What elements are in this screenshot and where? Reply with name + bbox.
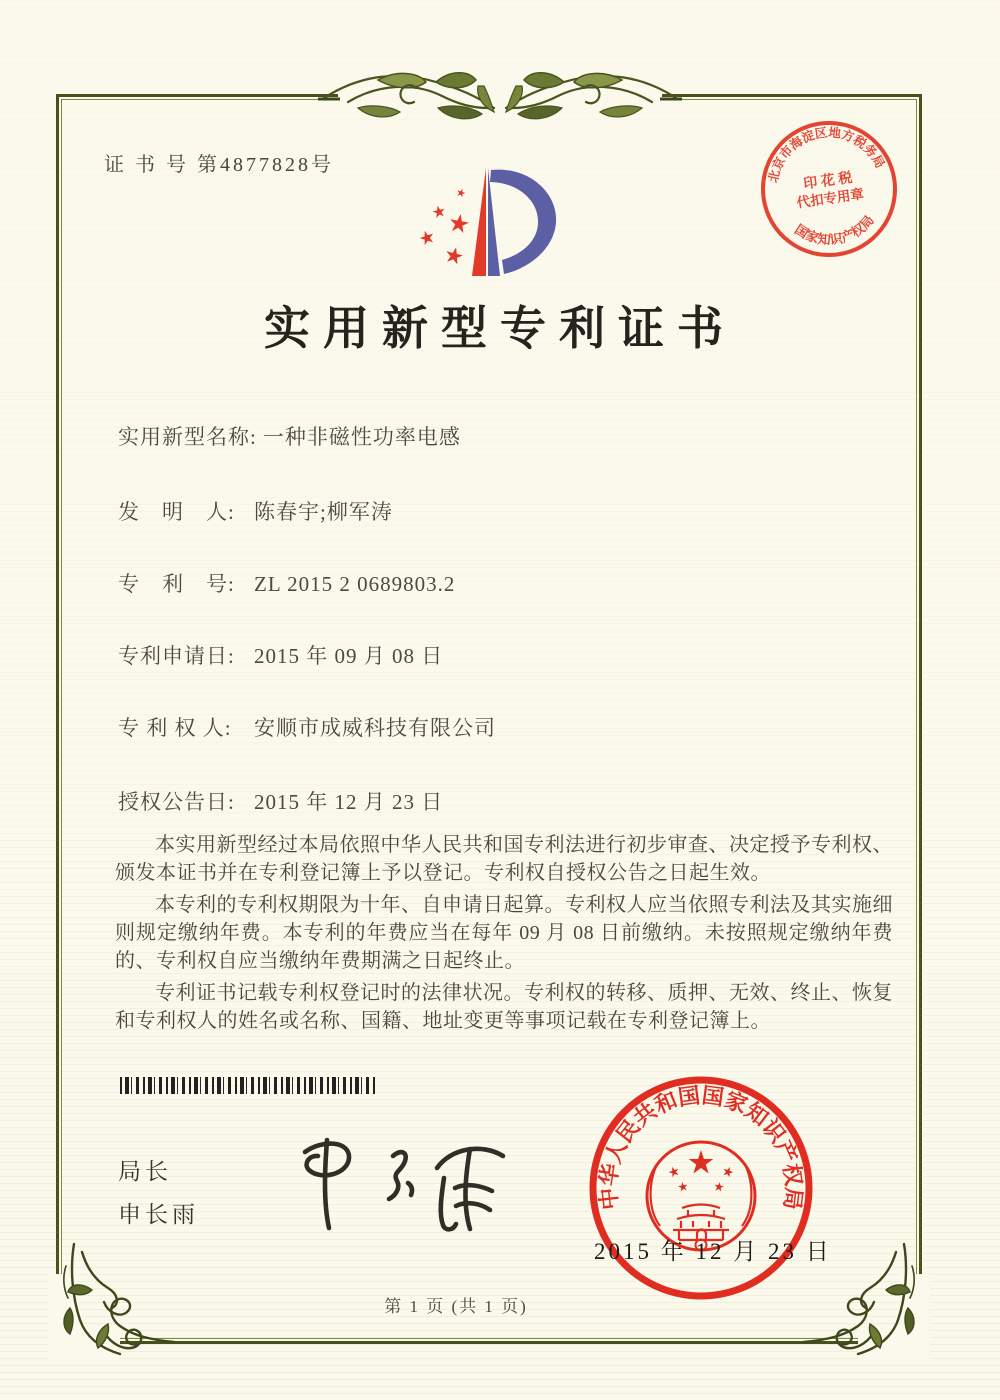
tax-stamp-icon: [749, 109, 909, 269]
tax-stamp-arc-top: 北京市海淀区地方税务局: [766, 125, 888, 184]
field-row-patent-no: [118, 568, 455, 598]
tax-stamp-line1: 印 花 税: [802, 170, 854, 193]
page-footer: 第 1 页 (共 1 页): [384, 1297, 528, 1316]
field-row-name: [118, 421, 461, 451]
field-value: 一种非磁性功率电感: [262, 425, 461, 449]
seal-date: 2015 年 12 月 23 日: [594, 1239, 832, 1264]
body-paragraph-3: 专利证书记载专利权登记时的法律状况。专利权的转移、质押、无效、终止、恢复和专利权人的姓名或名称、国籍、地址变更等事项记载在专利登记簿上。: [115, 982, 893, 1032]
field-row-grant-date: [118, 786, 443, 816]
signature-icon: [265, 1126, 520, 1244]
field-value: 安顺市成威科技有限公司: [254, 716, 496, 740]
field-label: 专 利 号:: [118, 572, 235, 596]
field-label: 授权公告日:: [118, 790, 235, 814]
signer-title: 局长: [118, 1158, 172, 1184]
tax-stamp-line2: 代扣专用章: [795, 186, 865, 211]
field-value: ZL 2015 2 0689803.2: [254, 572, 456, 596]
certificate-number: 证 书 号 第4877828号: [104, 154, 334, 176]
signer-name: 申长雨: [118, 1201, 199, 1227]
svg-text:中华人民共和国国家知识产权局: [595, 1083, 806, 1211]
cnipa-patent-logo-icon: [420, 158, 580, 288]
cnipa-seal-icon: [585, 1072, 817, 1304]
barcode: [120, 1077, 376, 1094]
field-row-filing-date: [118, 640, 443, 670]
certificate-title: 实用新型专利证书: [264, 303, 736, 354]
ornament-top-icon: [318, 56, 682, 144]
tax-stamp-arc-bottom: 国家知识产权局: [792, 212, 877, 248]
field-label: 发 明 人:: [118, 500, 235, 524]
field-label: 实用新型名称:: [118, 425, 257, 449]
seal-arc-text: 中华人民共和国国家知识产权局: [595, 1082, 807, 1211]
field-label: 专 利 权 人:: [118, 716, 232, 740]
field-row-patentee: [118, 712, 496, 742]
body-paragraph-2: 本专利的专利权期限为十年、自申请日起算。专利权人应当依照专利法及其实施细则规定缴纳年费。本专利的年费应当在每年 09 月 08 日前缴纳。未按照规定缴纳年费的、专利权自应当缴纳年费期满之日起终止。: [115, 894, 893, 972]
field-value: 2015 年 09 月 08 日: [254, 644, 444, 668]
field-label: 专利申请日:: [118, 644, 235, 668]
svg-text:国家知识产权局: [791, 211, 880, 252]
field-row-inventor: [118, 496, 393, 526]
field-value: 陈春宇;柳军涛: [254, 500, 393, 524]
field-value: 2015 年 12 月 23 日: [254, 790, 444, 814]
legal-text-block: [115, 831, 893, 1039]
body-paragraph-1: 本实用新型经过本局依照中华人民共和国专利法进行初步审查、决定授予专利权、颁发本证书并在专利登记簿上予以登记。专利权自授权公告之日起生效。: [115, 834, 893, 884]
